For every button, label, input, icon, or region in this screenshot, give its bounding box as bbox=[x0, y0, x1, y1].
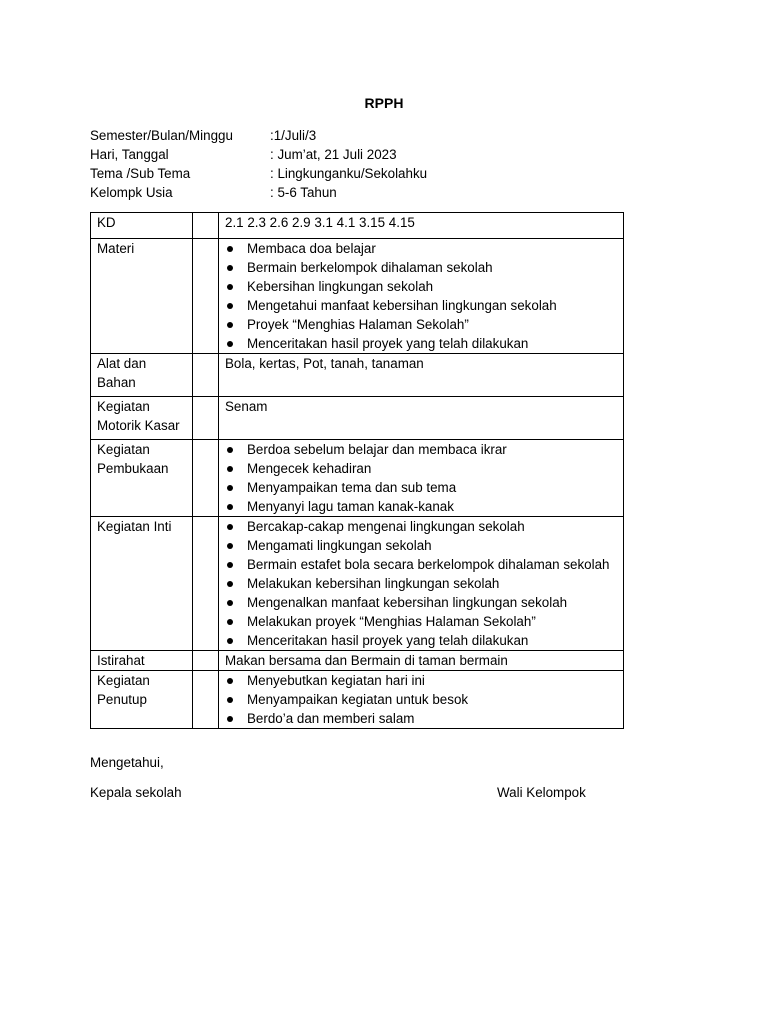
row-value: 2.1 2.3 2.6 2.9 3.1 4.1 3.15 4.15 bbox=[219, 213, 624, 239]
meta-row-age bbox=[90, 183, 427, 202]
spacer-cell bbox=[193, 517, 219, 651]
table-row-alat bbox=[91, 354, 624, 397]
list-item: Menyanyi lagu taman kanak-kanak bbox=[225, 497, 617, 516]
table-row-kd bbox=[91, 213, 624, 239]
penutup-list bbox=[225, 671, 617, 728]
table-row-inti bbox=[91, 517, 624, 651]
list-item: Menyampaikan kegiatan untuk besok bbox=[225, 690, 617, 709]
row-label: Materi bbox=[91, 239, 193, 354]
row-value bbox=[219, 517, 624, 651]
list-item: Bermain estafet bola secara berkelompok dihalaman sekolah bbox=[225, 555, 617, 574]
list-item: Mengamati lingkungan sekolah bbox=[225, 536, 617, 555]
row-label: KD bbox=[91, 213, 193, 239]
row-label: Kegiatan Motorik Kasar bbox=[91, 397, 193, 440]
list-item: Melakukan proyek “Menghias Halaman Sekolah” bbox=[225, 612, 617, 631]
materi-list bbox=[225, 239, 617, 353]
lesson-plan-table bbox=[90, 212, 624, 729]
meta-value: : Jum’at, 21 Juli 2023 bbox=[270, 147, 397, 162]
meta-label: Tema /Sub Tema bbox=[90, 166, 191, 181]
row-label: Kegiatan Inti bbox=[91, 517, 193, 651]
list-item: Berdo’a dan memberi salam bbox=[225, 709, 617, 728]
row-value bbox=[219, 671, 624, 729]
meta-label: Hari, Tanggal bbox=[90, 147, 169, 162]
list-item: Mengetahui manfaat kebersihan lingkungan sekolah bbox=[225, 296, 617, 315]
spacer-cell bbox=[193, 671, 219, 729]
acknowledged-label: Mengetahui, bbox=[90, 755, 164, 770]
meta-row-date bbox=[90, 145, 427, 164]
row-label: Kegiatan Pembukaan bbox=[91, 440, 193, 517]
pembukaan-list bbox=[225, 440, 617, 516]
meta-row-semester bbox=[90, 126, 427, 145]
list-item: Membaca doa belajar bbox=[225, 239, 617, 258]
row-label: Alat dan Bahan bbox=[91, 354, 193, 397]
list-item: Menyebutkan kegiatan hari ini bbox=[225, 671, 617, 690]
table-row-pembukaan bbox=[91, 440, 624, 517]
spacer-cell bbox=[193, 440, 219, 517]
row-label: Kegiatan Penutup bbox=[91, 671, 193, 729]
meta-row-theme bbox=[90, 164, 427, 183]
document-title: RPPH bbox=[364, 95, 404, 111]
row-value: Makan bersama dan Bermain di taman bermain bbox=[219, 651, 624, 671]
spacer-cell bbox=[193, 213, 219, 239]
principal-signature-label: Kepala sekolah bbox=[90, 785, 182, 800]
meta-label: Semester/Bulan/Minggu bbox=[90, 128, 233, 143]
list-item: Menceritakan hasil proyek yang telah dilakukan bbox=[225, 631, 617, 650]
table-row-materi bbox=[91, 239, 624, 354]
spacer-cell bbox=[193, 354, 219, 397]
list-item: Mengenalkan manfaat kebersihan lingkungan sekolah bbox=[225, 593, 617, 612]
row-value bbox=[219, 440, 624, 517]
table-row-motorik bbox=[91, 397, 624, 440]
inti-list bbox=[225, 517, 617, 650]
list-item: Menyampaikan tema dan sub tema bbox=[225, 478, 617, 497]
list-item: Kebersihan lingkungan sekolah bbox=[225, 277, 617, 296]
meta-value: :1/Juli/3 bbox=[270, 128, 317, 143]
class-teacher-signature-label: Wali Kelompok bbox=[497, 785, 586, 800]
spacer-cell bbox=[193, 239, 219, 354]
row-value: Bola, kertas, Pot, tanah, tanaman bbox=[219, 354, 624, 397]
list-item: Menceritakan hasil proyek yang telah dilakukan bbox=[225, 334, 617, 353]
row-value: Senam bbox=[219, 397, 624, 440]
table-row-istirahat bbox=[91, 651, 624, 671]
meta-label: Kelompk Usia bbox=[90, 185, 173, 200]
row-label: Istirahat bbox=[91, 651, 193, 671]
list-item: Mengecek kehadiran bbox=[225, 459, 617, 478]
row-value bbox=[219, 239, 624, 354]
meta-value: : Lingkunganku/Sekolahku bbox=[270, 166, 428, 181]
list-item: Bercakap-cakap mengenai lingkungan sekolah bbox=[225, 517, 617, 536]
list-item: Melakukan kebersihan lingkungan sekolah bbox=[225, 574, 617, 593]
list-item: Berdoa sebelum belajar dan membaca ikrar bbox=[225, 440, 617, 459]
list-item: Proyek “Menghias Halaman Sekolah” bbox=[225, 315, 617, 334]
list-item: Bermain berkelompok dihalaman sekolah bbox=[225, 258, 617, 277]
spacer-cell bbox=[193, 397, 219, 440]
spacer-cell bbox=[193, 651, 219, 671]
table-row-penutup bbox=[91, 671, 624, 729]
meta-value: : 5-6 Tahun bbox=[270, 185, 337, 200]
header-info bbox=[90, 126, 427, 202]
